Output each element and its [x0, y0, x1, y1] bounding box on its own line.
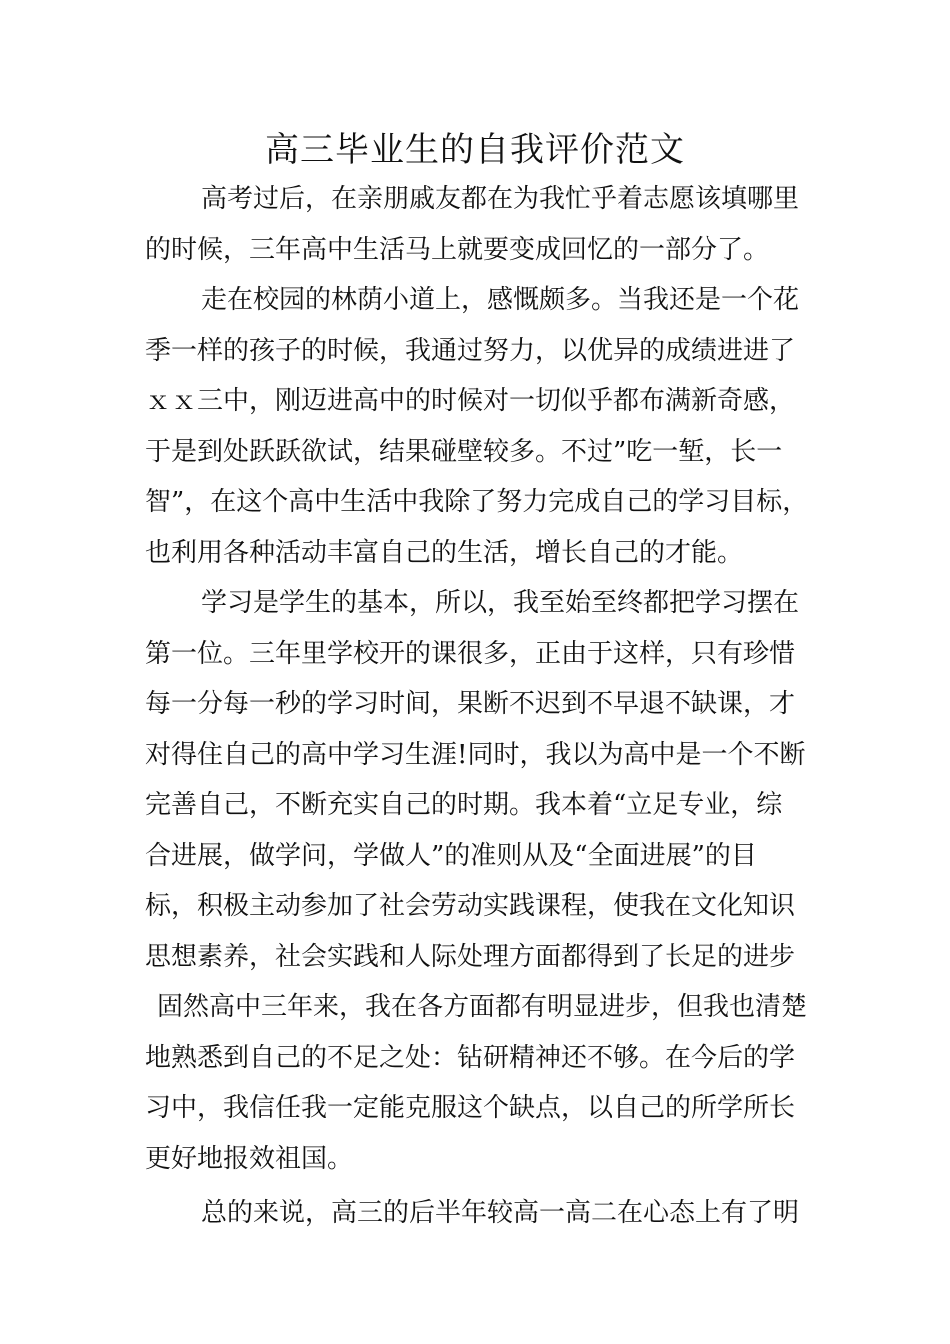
paragraph-line: 于是到处跃跃欲试，结果碰壁较多。不过”吃一堑，长一: [145, 436, 783, 467]
paragraph-line: 地熟悉到自己的不足之处：钻研精神还不够。在今后的学: [145, 1042, 796, 1073]
paragraph-line: 的时候，三年高中生活马上就要变成回忆的一部分了。: [145, 234, 770, 265]
paragraph-line: 习中，我信任我一定能克服这个缺点，以自己的所学所长: [145, 1093, 796, 1123]
document-body: [145, 174, 835, 1239]
paragraph-line: 走在校园的林荫小道上，感慨颇多。当我还是一个花: [201, 285, 800, 315]
paragraph-line: 更好地报效祖国。: [145, 1143, 354, 1174]
paragraph-line: 季一样的孩子的时候，我通过努力，以优异的成绩进进了: [145, 335, 796, 366]
paragraph-line: 固然高中三年来，我在各方面都有明显进步，但我也清楚: [157, 992, 808, 1022]
paragraph-line: 智”，在这个高中生活中我除了努力完成自己的学习目标，: [145, 487, 809, 517]
paragraph-line: ｘｘ三中，刚迈进高中的时候对一切似乎都布满新奇感，: [145, 386, 796, 416]
document-title: 高三毕业生的自我评价范文: [265, 130, 685, 170]
paragraph-line: 每一分每一秒的学习时间，果断不迟到不早退不缺课，才: [145, 689, 796, 719]
paragraph-line: 思想素养，社会实践和人际处理方面都得到了长足的进步: [145, 941, 796, 972]
paragraph-line: 也利用各种活动丰富自己的生活，增长自己的才能。: [145, 537, 744, 568]
paragraph-line: 总的来说，高三的后半年较高一高二在心态上有了明: [201, 1198, 800, 1228]
paragraph-line: 学习是学生的基本，所以，我至始至终都把学习摆在: [201, 588, 800, 618]
paragraph-line: 高考过后，在亲朋戚友都在为我忙乎着志愿该填哪里: [201, 184, 800, 214]
paragraph-line: 完善自己，不断充实自己的时期。我本着“立足专业，综: [145, 790, 783, 820]
paragraph-line: 合进展，做学问，学做人”的准则从及“全面进展”的目: [145, 840, 757, 871]
paragraph-line: 标，积极主动参加了社会劳动实践课程，使我在文化知识: [145, 891, 796, 921]
paragraph-line: 第一位。三年里学校开的课很多，正由于这样，只有珍惜: [145, 638, 796, 669]
paragraph-line: 对得住自己的高中学习生涯!同时，我以为高中是一个不断: [145, 739, 806, 770]
